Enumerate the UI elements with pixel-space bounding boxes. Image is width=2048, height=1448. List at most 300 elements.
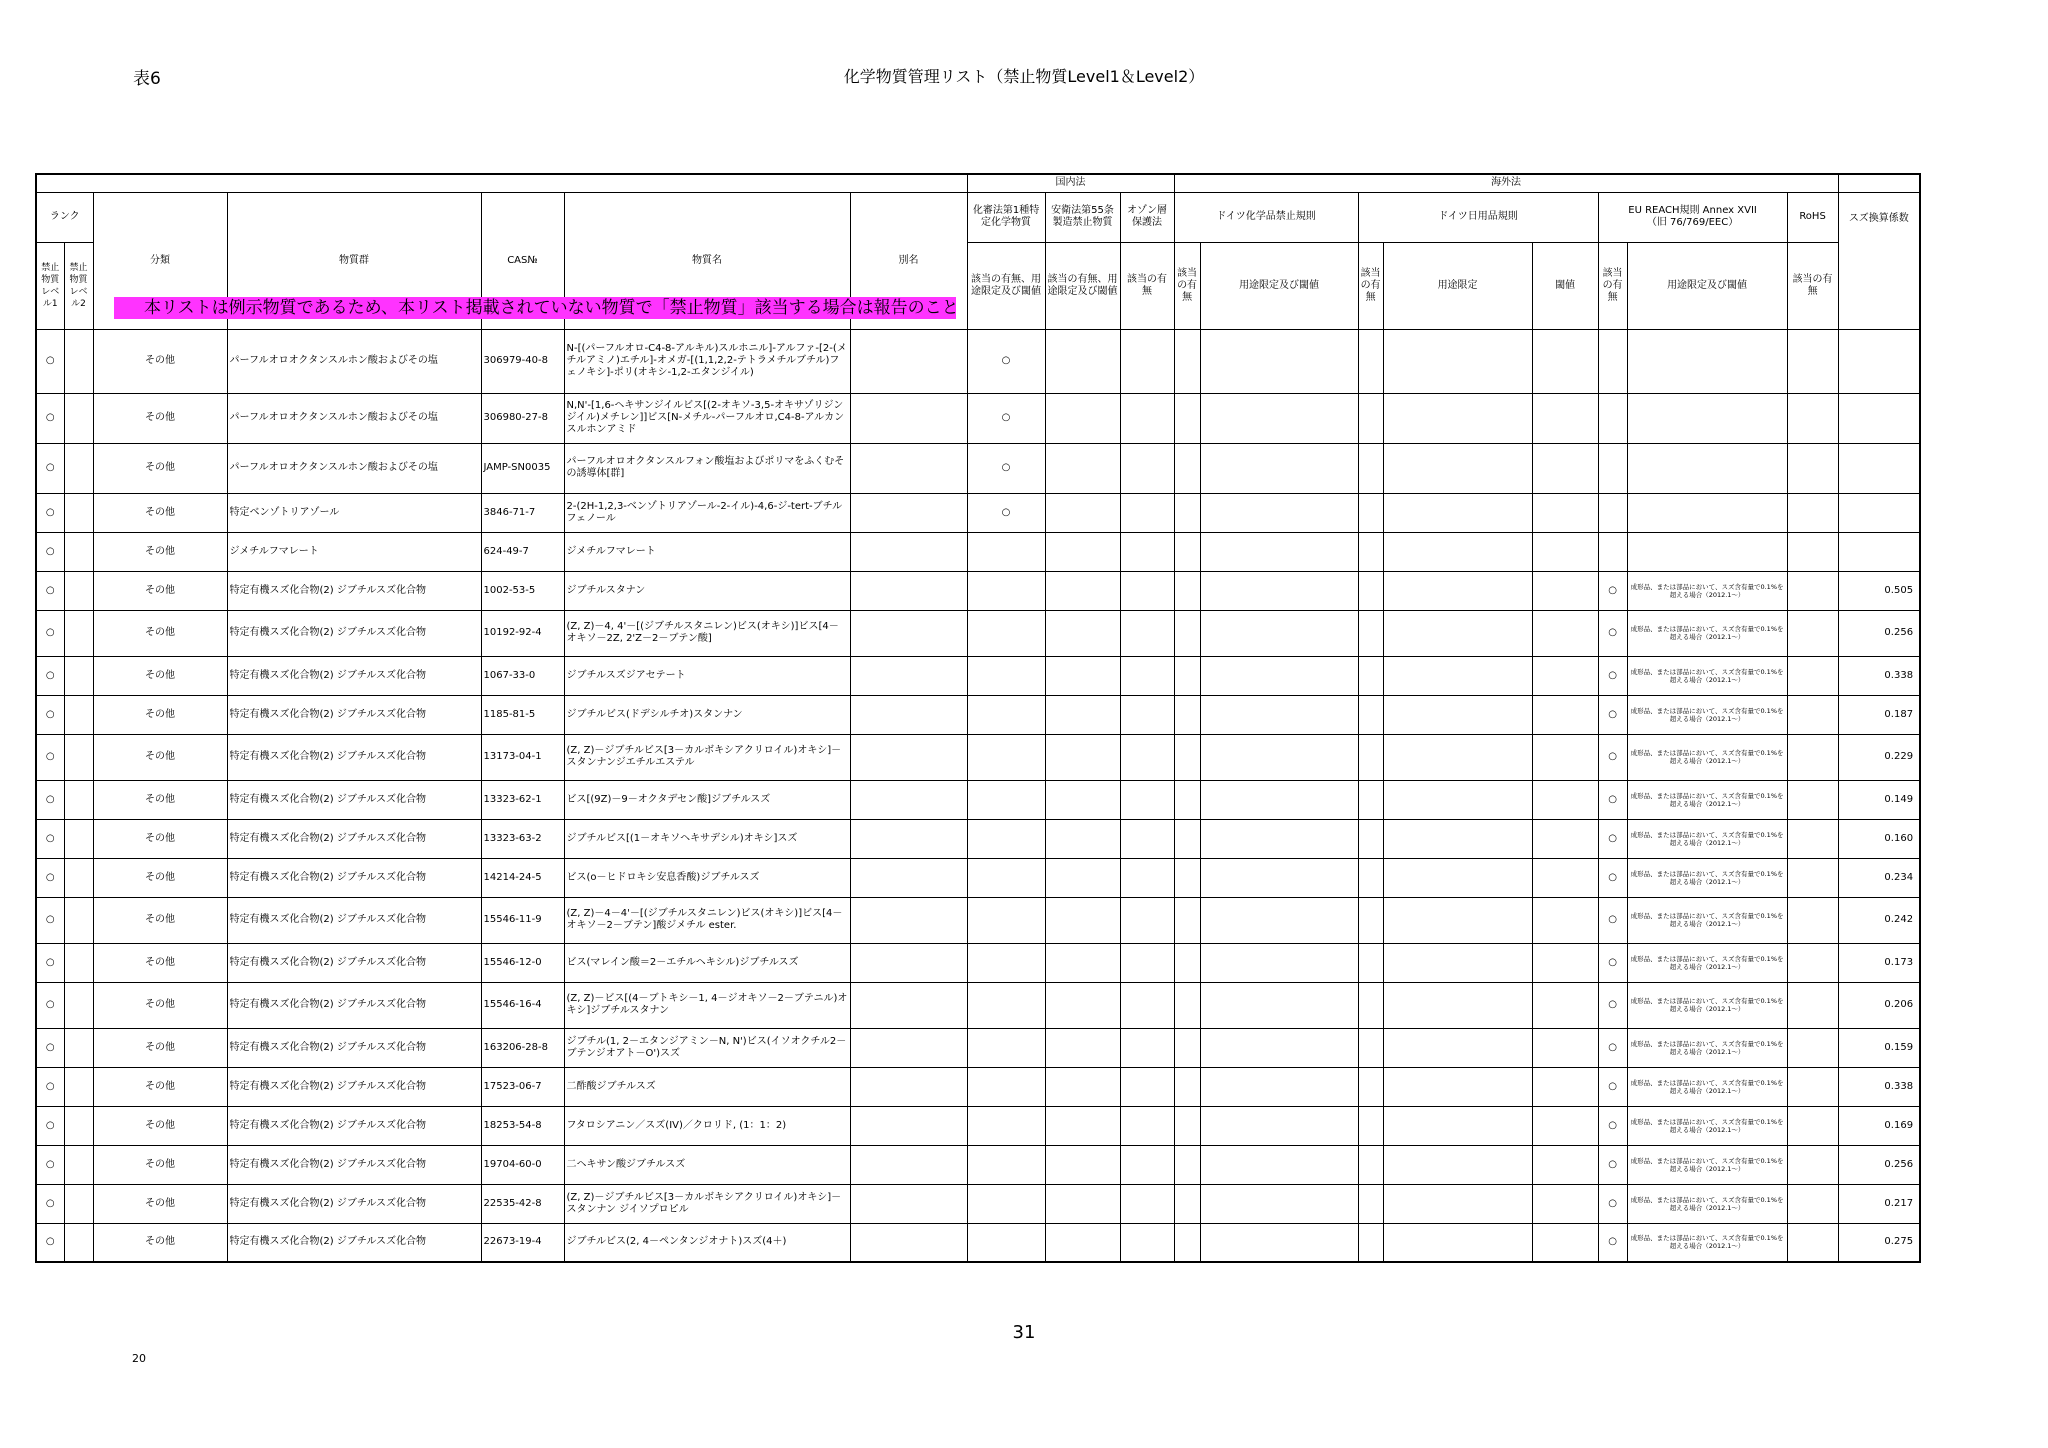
germany-daily-use-cell: [1383, 571, 1532, 610]
germany-daily-use-cell: [1383, 982, 1532, 1028]
germany-daily-use-cell: [1383, 532, 1532, 571]
alias-cell: [850, 443, 967, 493]
germany-chem-use-cell: [1200, 1106, 1358, 1145]
table-row: [36, 610, 1920, 656]
germany-chem-applicable-cell: [1174, 1184, 1200, 1223]
category-cell: その他: [93, 1184, 227, 1223]
table-row: [36, 1067, 1920, 1106]
name-cell: (Z, Z)－ビス[(4－ブトキシ－1, 4－ジオキソ－2－ブテニル)オキシ]ジブチルスタナン: [564, 982, 850, 1028]
anneiho-cell: [1045, 943, 1120, 982]
category-cell: その他: [93, 897, 227, 943]
germany-daily-use-cell: [1383, 493, 1532, 532]
rank-l1-mark: ○: [36, 1184, 64, 1223]
name-cell: ジメチルフマレート: [564, 532, 850, 571]
cas-cell: 19704-60-0: [481, 1145, 564, 1184]
kashinho-mark: [967, 858, 1045, 897]
anneiho-cell: [1045, 858, 1120, 897]
rank-l2-cell: [64, 493, 93, 532]
anneiho-cell: [1045, 1184, 1120, 1223]
germany-daily-use-cell: [1383, 1145, 1532, 1184]
anneiho-cell: [1045, 493, 1120, 532]
cas-cell: 22673-19-4: [481, 1223, 564, 1262]
group-cell: 特定有機スズ化合物(2) ジブチルスズ化合物: [227, 1028, 481, 1067]
alias-cell: [850, 571, 967, 610]
reach-note-cell: 成形品、または部品において、スズ含有量で0.1%を超える場合（2012.1～）: [1627, 1067, 1787, 1106]
tin-factor-cell: [1838, 329, 1920, 393]
anneiho-header: 安衛法第55条製造禁止物質: [1045, 192, 1120, 242]
germany-daily-threshold-header: 閾値: [1532, 242, 1598, 329]
germany-daily-use-cell: [1383, 393, 1532, 443]
table-row: [36, 1223, 1920, 1262]
tin-factor-cell: [1838, 493, 1920, 532]
germany-chem-applicable-cell: [1174, 1106, 1200, 1145]
group-cell: 特定有機スズ化合物(2) ジブチルスズ化合物: [227, 897, 481, 943]
kashinho-mark: [967, 610, 1045, 656]
kashinho-mark: [967, 1106, 1045, 1145]
kashinho-mark: [967, 656, 1045, 695]
germany-daily-use-cell: [1383, 858, 1532, 897]
alias-cell: [850, 656, 967, 695]
germany-daily-threshold-cell: [1532, 858, 1598, 897]
reach-note-cell: 成形品、または部品において、スズ含有量で0.1%を超える場合（2012.1～）: [1627, 780, 1787, 819]
ozone-cell: [1120, 1184, 1174, 1223]
germany-daily-use-cell: [1383, 1223, 1532, 1262]
eu-reach-header: EU REACH規則 Annex XVII （旧 76/769/EEC）: [1598, 192, 1787, 242]
tin-factor-cell: 0.217: [1838, 1184, 1920, 1223]
name-cell: ジブチルビス(ドデシルチオ)スタンナン: [564, 695, 850, 734]
reach-mark: ○: [1598, 1067, 1627, 1106]
name-cell: ジブチルビス[(1－オキソヘキサデシル)オキシ]スズ: [564, 819, 850, 858]
table-row: [36, 819, 1920, 858]
name-cell: パーフルオロオクタンスルフォン酸塩およびポリマをふくむその誘導体[群]: [564, 443, 850, 493]
rank-l2-cell: [64, 532, 93, 571]
tin-factor-cell: 0.275: [1838, 1223, 1920, 1262]
name-cell: ジブチル(1, 2－エタンジアミン－N, N')ビス(イソオクチル2－ブテンジオアト－O')スズ: [564, 1028, 850, 1067]
rank-l2-cell: [64, 329, 93, 393]
table-row: [36, 943, 1920, 982]
table-row: [36, 695, 1920, 734]
rank-l1-mark: ○: [36, 1067, 64, 1106]
cas-cell: 17523-06-7: [481, 1067, 564, 1106]
reach-mark: ○: [1598, 819, 1627, 858]
tin-factor-cell: 0.169: [1838, 1106, 1920, 1145]
alias-cell: [850, 532, 967, 571]
reach-note-cell: [1627, 493, 1787, 532]
germany-chem-use-cell: [1200, 329, 1358, 393]
category-cell: その他: [93, 610, 227, 656]
rank-l2-cell: [64, 734, 93, 780]
cas-cell: 13173-04-1: [481, 734, 564, 780]
rank-l1-mark: ○: [36, 858, 64, 897]
germany-daily-use-cell: [1383, 1067, 1532, 1106]
ozone-cell: [1120, 1223, 1174, 1262]
rank-l1-mark: ○: [36, 1028, 64, 1067]
name-cell: ビス(マレイン酸＝2－エチルヘキシル)ジブチルスズ: [564, 943, 850, 982]
kashinho-mark: [967, 897, 1045, 943]
anneiho-cell: [1045, 1145, 1120, 1184]
anneiho-cell: [1045, 443, 1120, 493]
ozone-cell: [1120, 1028, 1174, 1067]
germany-daily-applicable-header: 該当の有無: [1358, 242, 1383, 329]
germany-chem-use-cell: [1200, 1184, 1358, 1223]
ozone-header: オゾン層保護法: [1120, 192, 1174, 242]
anneiho-cell: [1045, 610, 1120, 656]
tin-factor-cell: 0.338: [1838, 1067, 1920, 1106]
rohs-cell: [1787, 734, 1838, 780]
reach-mark: ○: [1598, 982, 1627, 1028]
germany-chem-use-cell: [1200, 571, 1358, 610]
tin-factor-cell: [1838, 393, 1920, 443]
ozone-cell: [1120, 493, 1174, 532]
table-row: [36, 493, 1920, 532]
category-cell: その他: [93, 571, 227, 610]
domestic-law-header: 国内法: [967, 174, 1174, 192]
tin-factor-header: スズ換算係数: [1838, 192, 1920, 329]
table-row: [36, 897, 1920, 943]
table-row: [36, 982, 1920, 1028]
notice-banner: 本リストは例示物質であるため、本リスト掲載されていない物質で「禁止物質」該当する場合は報告のこと: [114, 297, 956, 319]
germany-daily-applicable-cell: [1358, 1067, 1383, 1106]
tin-factor-cell: 0.173: [1838, 943, 1920, 982]
germany-daily-applicable-cell: [1358, 1028, 1383, 1067]
table-row: [36, 393, 1920, 443]
rank-l2-cell: [64, 780, 93, 819]
reach-mark: [1598, 393, 1627, 443]
germany-daily-threshold-cell: [1532, 1106, 1598, 1145]
rank-l1-mark: ○: [36, 1145, 64, 1184]
germany-daily-applicable-cell: [1358, 493, 1383, 532]
germany-daily-applicable-cell: [1358, 943, 1383, 982]
alias-cell: [850, 1106, 967, 1145]
rank-l2-cell: [64, 656, 93, 695]
germany-chem-use-cell: [1200, 858, 1358, 897]
cas-cell: 10192-92-4: [481, 610, 564, 656]
tin-factor-cell: 0.159: [1838, 1028, 1920, 1067]
rank-l2-cell: [64, 1028, 93, 1067]
reach-note-cell: [1627, 393, 1787, 443]
alias-cell: [850, 393, 967, 443]
tin-factor-cell: 0.234: [1838, 858, 1920, 897]
reach-mark: ○: [1598, 1223, 1627, 1262]
rank-l1-mark: ○: [36, 329, 64, 393]
rohs-cell: [1787, 819, 1838, 858]
rank-l2-cell: [64, 1145, 93, 1184]
ozone-cell: [1120, 734, 1174, 780]
germany-chem-use-cell: [1200, 695, 1358, 734]
kashinho-sub-header: 該当の有無、用途限定及び閾値: [967, 242, 1045, 329]
reach-mark: ○: [1598, 610, 1627, 656]
anneiho-cell: [1045, 982, 1120, 1028]
reach-note-cell: [1627, 443, 1787, 493]
alias-cell: [850, 695, 967, 734]
germany-daily-applicable-cell: [1358, 656, 1383, 695]
rank-l1-mark: ○: [36, 734, 64, 780]
rank-l1-mark: ○: [36, 819, 64, 858]
table-row: [36, 656, 1920, 695]
germany-chem-use-cell: [1200, 943, 1358, 982]
rohs-cell: [1787, 443, 1838, 493]
table-row: [36, 1106, 1920, 1145]
germany-chem-applicable-cell: [1174, 897, 1200, 943]
anneiho-cell: [1045, 1067, 1120, 1106]
germany-chem-applicable-cell: [1174, 532, 1200, 571]
kashinho-mark: [967, 1223, 1045, 1262]
alias-header: 別名: [850, 192, 967, 329]
anneiho-cell: [1045, 532, 1120, 571]
group-cell: 特定有機スズ化合物(2) ジブチルスズ化合物: [227, 943, 481, 982]
reach-mark: ○: [1598, 897, 1627, 943]
rohs-cell: [1787, 897, 1838, 943]
germany-daily-use-cell: [1383, 1106, 1532, 1145]
category-cell: その他: [93, 1028, 227, 1067]
germany-daily-threshold-cell: [1532, 982, 1598, 1028]
group-cell: 特定有機スズ化合物(2) ジブチルスズ化合物: [227, 610, 481, 656]
page-title: 化学物質管理リスト（禁止物質Level1＆Level2）: [843, 67, 1205, 86]
rank-l1-mark: ○: [36, 656, 64, 695]
category-cell: その他: [93, 695, 227, 734]
ozone-cell: [1120, 943, 1174, 982]
rank-l1-mark: ○: [36, 532, 64, 571]
group-header: 物質群: [227, 192, 481, 329]
group-cell: 特定有機スズ化合物(2) ジブチルスズ化合物: [227, 571, 481, 610]
tin-factor-cell: 0.160: [1838, 819, 1920, 858]
germany-daily-threshold-cell: [1532, 1145, 1598, 1184]
name-cell: (Z, Z)－ジブチルビス[3－カルボキシアクリロイル)オキシ]－スタンナンジエチルエステル: [564, 734, 850, 780]
kashinho-mark: [967, 571, 1045, 610]
cas-cell: JAMP-SN0035: [481, 443, 564, 493]
kashinho-mark: [967, 1184, 1045, 1223]
ozone-cell: [1120, 982, 1174, 1028]
kashinho-mark: [967, 1028, 1045, 1067]
group-cell: 特定有機スズ化合物(2) ジブチルスズ化合物: [227, 1106, 481, 1145]
germany-daily-use-cell: [1383, 819, 1532, 858]
alias-cell: [850, 610, 967, 656]
germany-chem-applicable-cell: [1174, 571, 1200, 610]
ozone-cell: [1120, 393, 1174, 443]
table-row: [36, 780, 1920, 819]
reach-mark: ○: [1598, 780, 1627, 819]
ozone-cell: [1120, 443, 1174, 493]
category-cell: その他: [93, 532, 227, 571]
germany-daily-use-cell: [1383, 610, 1532, 656]
anneiho-cell: [1045, 734, 1120, 780]
cas-cell: 22535-42-8: [481, 1184, 564, 1223]
germany-daily-threshold-cell: [1532, 1028, 1598, 1067]
germany-daily-use-cell: [1383, 780, 1532, 819]
germany-chem-applicable-cell: [1174, 695, 1200, 734]
germany-chem-applicable-cell: [1174, 329, 1200, 393]
germany-chem-applicable-cell: [1174, 819, 1200, 858]
rohs-cell: [1787, 1184, 1838, 1223]
anneiho-cell: [1045, 695, 1120, 734]
anneiho-cell: [1045, 1223, 1120, 1262]
reach-mark: ○: [1598, 858, 1627, 897]
kashinho-mark: ○: [967, 329, 1045, 393]
ozone-cell: [1120, 329, 1174, 393]
reach-note-cell: [1627, 329, 1787, 393]
reach-note-cell: 成形品、または部品において、スズ含有量で0.1%を超える場合（2012.1～）: [1627, 943, 1787, 982]
alias-cell: [850, 1028, 967, 1067]
germany-daily-use-cell: [1383, 734, 1532, 780]
group-cell: 特定有機スズ化合物(2) ジブチルスズ化合物: [227, 695, 481, 734]
germany-chem-use-cell: [1200, 1028, 1358, 1067]
germany-daily-use-cell: [1383, 329, 1532, 393]
germany-chem-applicable-cell: [1174, 1067, 1200, 1106]
cas-cell: 15546-16-4: [481, 982, 564, 1028]
germany-daily-applicable-cell: [1358, 734, 1383, 780]
germany-daily-applicable-cell: [1358, 982, 1383, 1028]
cas-cell: 14214-24-5: [481, 858, 564, 897]
reach-use-header: 用途限定及び閾値: [1627, 242, 1787, 329]
anneiho-cell: [1045, 571, 1120, 610]
reach-note-cell: 成形品、または部品において、スズ含有量で0.1%を超える場合（2012.1～）: [1627, 897, 1787, 943]
tin-factor-cell: 0.256: [1838, 1145, 1920, 1184]
cas-cell: 15546-11-9: [481, 897, 564, 943]
germany-daily-threshold-cell: [1532, 734, 1598, 780]
rohs-cell: [1787, 982, 1838, 1028]
germany-chem-applicable-cell: [1174, 1028, 1200, 1067]
table-label: 表6: [133, 69, 161, 89]
cas-cell: 624-49-7: [481, 532, 564, 571]
germany-chem-use-cell: [1200, 443, 1358, 493]
germany-daily-use-cell: [1383, 897, 1532, 943]
rank-l2-cell: [64, 858, 93, 897]
table-row: [36, 329, 1920, 393]
germany-daily-threshold-cell: [1532, 780, 1598, 819]
rank-l2-header: 禁止物質レベル2: [64, 242, 93, 329]
reach-mark: [1598, 532, 1627, 571]
reach-applicable-header: 該当の有無: [1598, 242, 1627, 329]
anneiho-cell: [1045, 1028, 1120, 1067]
table-row: [36, 1028, 1920, 1067]
germany-daily-threshold-cell: [1532, 897, 1598, 943]
name-cell: ジブチルスズジアセテート: [564, 656, 850, 695]
category-cell: その他: [93, 819, 227, 858]
group-cell: 特定有機スズ化合物(2) ジブチルスズ化合物: [227, 982, 481, 1028]
cas-cell: 1002-53-5: [481, 571, 564, 610]
germany-chem-use-cell: [1200, 393, 1358, 443]
germany-chem-use-cell: [1200, 610, 1358, 656]
kashinho-mark: [967, 532, 1045, 571]
rohs-cell: [1787, 1223, 1838, 1262]
group-cell: 特定有機スズ化合物(2) ジブチルスズ化合物: [227, 858, 481, 897]
germany-daily-threshold-cell: [1532, 571, 1598, 610]
tin-factor-cell: 0.206: [1838, 982, 1920, 1028]
reach-note-cell: 成形品、または部品において、スズ含有量で0.1%を超える場合（2012.1～）: [1627, 734, 1787, 780]
name-cell: (Z, Z)－4, 4'－[(ジブチルスタニレン)ビス(オキシ)]ビス[4－オキソ－2Z, 2'Z－2－ブテン酸]: [564, 610, 850, 656]
reach-mark: [1598, 329, 1627, 393]
rank-l2-cell: [64, 571, 93, 610]
germany-daily-threshold-cell: [1532, 819, 1598, 858]
germany-daily-applicable-cell: [1358, 443, 1383, 493]
rank-l2-cell: [64, 1184, 93, 1223]
reach-note-cell: 成形品、または部品において、スズ含有量で0.1%を超える場合（2012.1～）: [1627, 571, 1787, 610]
group-cell: 特定有機スズ化合物(2) ジブチルスズ化合物: [227, 819, 481, 858]
germany-chem-use-cell: [1200, 1067, 1358, 1106]
germany-daily-applicable-cell: [1358, 393, 1383, 443]
germany-chem-applicable-cell: [1174, 1223, 1200, 1262]
group-cell: 特定有機スズ化合物(2) ジブチルスズ化合物: [227, 1223, 481, 1262]
category-cell: その他: [93, 1223, 227, 1262]
kashinho-mark: [967, 734, 1045, 780]
name-cell: (Z, Z)－4－4'－[(ジブチルスタニレン)ビス(オキシ)]ビス[4－オキソ－2－ブテン]酸ジメチル ester.: [564, 897, 850, 943]
ozone-cell: [1120, 571, 1174, 610]
rohs-cell: [1787, 393, 1838, 443]
anneiho-cell: [1045, 897, 1120, 943]
anneiho-cell: [1045, 393, 1120, 443]
group-cell: ジメチルフマレート: [227, 532, 481, 571]
germany-daily-header: ドイツ日用品規則: [1358, 192, 1598, 242]
category-cell: その他: [93, 982, 227, 1028]
name-cell: ビス(o－ヒドロキシ安息香酸)ジブチルスズ: [564, 858, 850, 897]
germany-chem-use-cell: [1200, 1223, 1358, 1262]
germany-chem-use-cell: [1200, 897, 1358, 943]
rank-l1-header: 禁止物質レベル1: [36, 242, 64, 329]
rank-l2-cell: [64, 393, 93, 443]
germany-daily-threshold-cell: [1532, 1067, 1598, 1106]
rohs-cell: [1787, 610, 1838, 656]
germany-daily-threshold-cell: [1532, 610, 1598, 656]
category-cell: その他: [93, 329, 227, 393]
table-row: [36, 734, 1920, 780]
name-cell: (Z, Z)－ジブチルビス[3－カルボキシアクリロイル)オキシ]－スタンナン ジイソプロピル: [564, 1184, 850, 1223]
germany-chem-applicable-cell: [1174, 780, 1200, 819]
name-cell: N,N'-[1,6-ヘキサンジイルビス[(2-オキソ-3,5-オキサゾリジンジイル)メチレン]]ビス[N-メチル-パーフルオロ,C4-8-アルカンスルホンアミド: [564, 393, 850, 443]
rohs-cell: [1787, 532, 1838, 571]
anneiho-cell: [1045, 329, 1120, 393]
germany-chem-applicable-cell: [1174, 943, 1200, 982]
germany-daily-applicable-cell: [1358, 897, 1383, 943]
rank-l1-mark: ○: [36, 780, 64, 819]
kashinho-mark: [967, 982, 1045, 1028]
reach-note-cell: 成形品、または部品において、スズ含有量で0.1%を超える場合（2012.1～）: [1627, 1028, 1787, 1067]
cas-cell: 15546-12-0: [481, 943, 564, 982]
corner-number: 20: [132, 1352, 146, 1365]
tin-factor-cell: [1838, 443, 1920, 493]
germany-daily-applicable-cell: [1358, 858, 1383, 897]
germany-daily-applicable-cell: [1358, 695, 1383, 734]
group-cell: 特定有機スズ化合物(2) ジブチルスズ化合物: [227, 1145, 481, 1184]
alias-cell: [850, 1184, 967, 1223]
kashinho-mark: [967, 819, 1045, 858]
alias-cell: [850, 734, 967, 780]
alias-cell: [850, 1067, 967, 1106]
overseas-law-header: 海外法: [1174, 174, 1838, 192]
rank-l2-cell: [64, 1223, 93, 1262]
category-cell: その他: [93, 1145, 227, 1184]
reach-mark: ○: [1598, 734, 1627, 780]
germany-daily-applicable-cell: [1358, 329, 1383, 393]
page-number: 31: [1012, 1322, 1036, 1343]
ozone-cell: [1120, 1106, 1174, 1145]
kashinho-mark: [967, 695, 1045, 734]
ozone-sub-header: 該当の有無: [1120, 242, 1174, 329]
rank-l2-cell: [64, 819, 93, 858]
kashinho-mark: [967, 1145, 1045, 1184]
rohs-cell: [1787, 858, 1838, 897]
rank-l1-mark: ○: [36, 443, 64, 493]
kashinho-mark: [967, 1067, 1045, 1106]
germany-daily-threshold-cell: [1532, 532, 1598, 571]
category-cell: その他: [93, 780, 227, 819]
group-cell: 特定ベンゾトリアゾール: [227, 493, 481, 532]
rohs-cell: [1787, 571, 1838, 610]
alias-cell: [850, 858, 967, 897]
rank-l1-mark: ○: [36, 493, 64, 532]
rohs-header: RoHS: [1787, 192, 1838, 242]
reach-note-cell: 成形品、または部品において、スズ含有量で0.1%を超える場合（2012.1～）: [1627, 656, 1787, 695]
reach-note-cell: 成形品、または部品において、スズ含有量で0.1%を超える場合（2012.1～）: [1627, 819, 1787, 858]
